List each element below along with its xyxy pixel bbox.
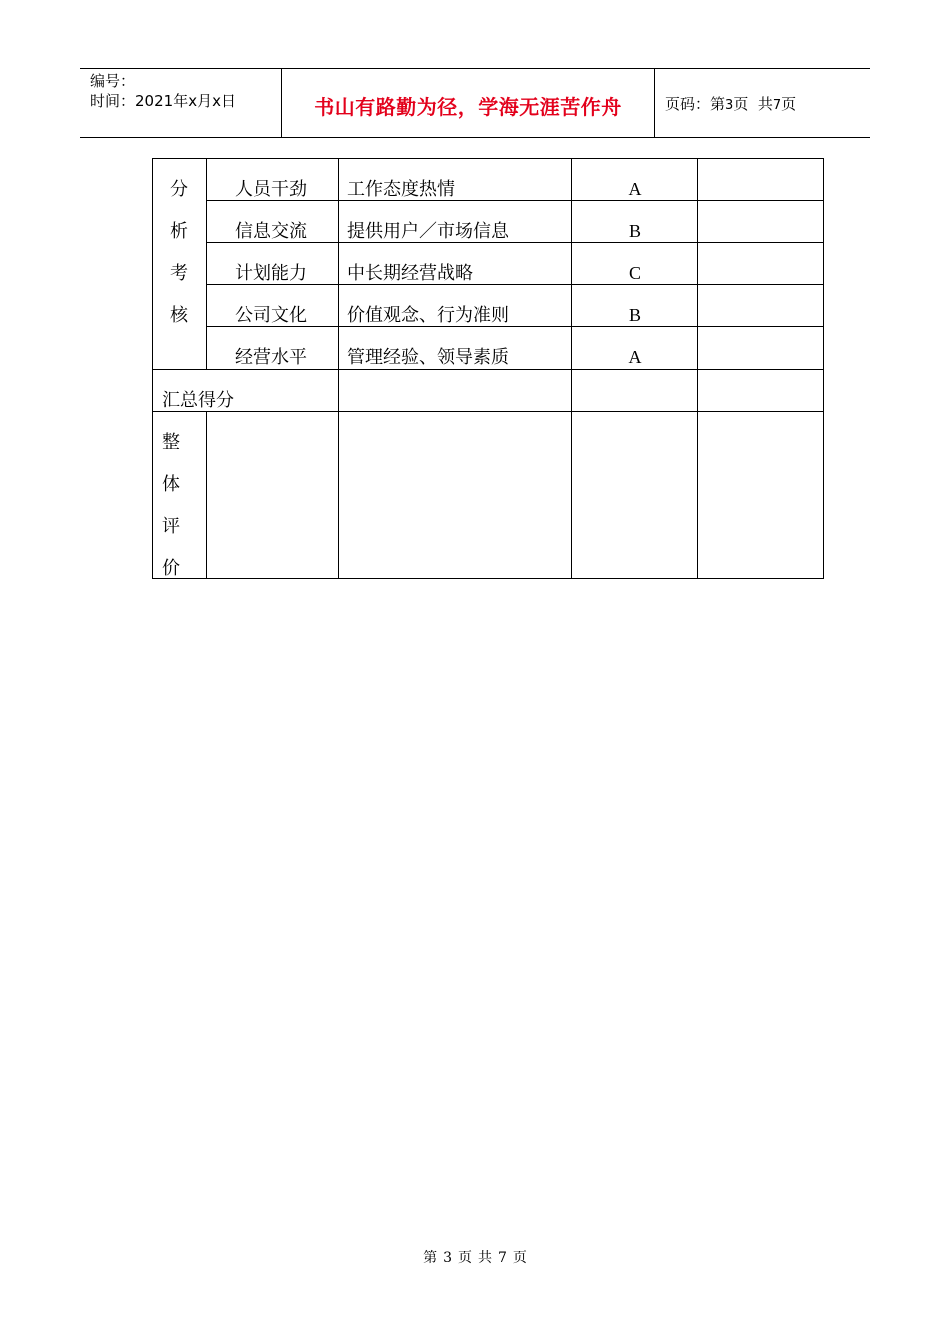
table-border — [152, 158, 824, 159]
table-divider — [206, 158, 207, 369]
table-divider — [152, 411, 824, 412]
overall-char: 价 — [162, 558, 180, 579]
row-desc: 价值观念、行为准则 — [347, 305, 509, 326]
table-divider — [206, 284, 824, 285]
page-total-unit: 页 — [781, 95, 797, 113]
group-char: 析 — [170, 221, 188, 242]
footer-prefix: 第 — [423, 1250, 438, 1266]
group-char: 核 — [170, 305, 188, 326]
page-label: 页码： — [665, 95, 711, 113]
footer-current: 3 — [443, 1250, 452, 1266]
group-char: 考 — [170, 263, 188, 284]
page-current: 3 — [725, 98, 734, 113]
footer-total-unit: 页 — [512, 1250, 527, 1266]
row-item: 公司文化 — [235, 305, 307, 326]
page-total: 7 — [772, 98, 782, 113]
page-unit: 页 — [733, 95, 749, 113]
overall-char: 体 — [162, 474, 180, 495]
group-char: 分 — [170, 179, 188, 200]
row-grade: A — [628, 347, 642, 367]
table-divider — [206, 326, 824, 327]
date-text: 2021年x月x日 — [135, 92, 236, 110]
header-meta — [90, 71, 236, 111]
page-footer — [0, 1247, 950, 1267]
footer-total: 7 — [498, 1250, 507, 1266]
row-desc: 中长期经营战略 — [347, 263, 473, 284]
row-desc: 提供用户／市场信息 — [347, 221, 509, 242]
table-divider — [206, 242, 824, 243]
time-line — [90, 91, 236, 111]
header-page-info — [665, 93, 796, 114]
evaluation-table — [152, 158, 824, 579]
table-border — [152, 578, 824, 579]
row-grade: B — [628, 305, 641, 325]
row-grade: C — [628, 263, 641, 283]
summary-label: 汇总得分 — [162, 390, 234, 411]
footer-unit: 页 — [458, 1250, 472, 1266]
row-item: 经营水平 — [235, 347, 307, 368]
overall-char: 评 — [162, 516, 180, 537]
page-prefix: 第 — [710, 95, 726, 113]
row-item: 人员干劲 — [235, 179, 307, 200]
row-grade: A — [628, 179, 642, 199]
table-divider — [206, 411, 207, 579]
table-divider — [152, 369, 824, 370]
time-label: 时间： — [90, 92, 136, 110]
row-grade: B — [628, 221, 641, 241]
footer-total-prefix: 共 — [478, 1250, 492, 1266]
table-divider — [206, 200, 824, 201]
overall-char: 整 — [162, 432, 180, 453]
serial-label: 编号： — [90, 72, 136, 90]
overall-evaluation-label — [162, 422, 180, 590]
page-total-prefix: 共 — [757, 95, 773, 113]
row-desc: 管理经验、领导素质 — [347, 347, 509, 368]
analysis-group-label — [170, 169, 188, 337]
row-desc: 工作态度热情 — [347, 179, 455, 200]
header-motto: 书山有路勤为径，学海无涯苦作舟 — [314, 95, 622, 119]
header-divider — [654, 69, 655, 137]
row-item: 信息交流 — [235, 221, 307, 242]
page-header — [80, 68, 870, 138]
row-item: 计划能力 — [235, 263, 307, 284]
